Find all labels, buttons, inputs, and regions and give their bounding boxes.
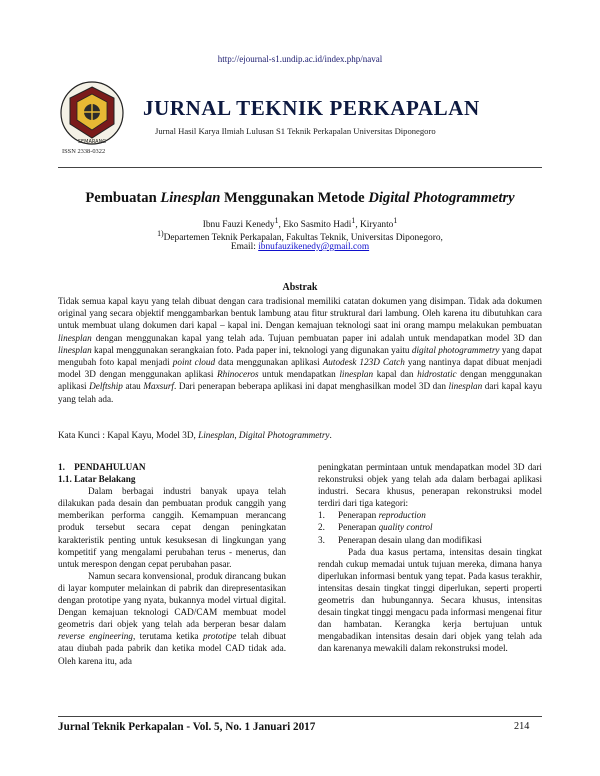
abstract-heading: Abstrak xyxy=(282,282,318,293)
journal-url[interactable]: http://ejournal-s1.undip.ac.id/index.php/naval xyxy=(217,54,383,64)
footer-divider xyxy=(58,716,542,717)
right-column xyxy=(318,461,542,655)
page-number: 214 xyxy=(514,721,530,732)
abstract-body: Tidak semua kapal kayu yang telah dibuat dengan cara tradisional memiliki catatan dokumen yang disimpan. Tidak ada dokumen original yang secara objektif menggambarkan bentuk lambung atau fitur struktural dari lambung. Oleh karena itu dibutuhkan cara untuk membuat ulang dokumen dari kapal – kapal ini. Dengan kemajuan teknologi saat ini orang mampu melakukan pembuatan linesplan dengan menggunakan kapal yang telah ada. Tujuan pembuatan paper ini adalah untuk mendapatkan model 3D dan linesplan kapal menggunakan serangkaian foto. Pada paper ini, teknologi yang digunakan yaitu digital photogrammetry yang dapat mengubah foto kapal menjadi point cloud data menggunakan aplikasi Autodesk 123D Catch yang nantinya dapat dibuat menjadi model 3D dengan menggunakan aplikasi Rhinoceros untuk mendapatkan linesplan kapal dan hidrostatic dengan menggunakan aplikasi Delftship atau Maxsurf. Dari penerapan beberapa aplikasi ini dapat menghasilkan model 3D dan linesplan dari kapal kayu yang telah ada. xyxy=(58,296,543,404)
journal-title: JURNAL TEKNIK PERKAPALAN xyxy=(143,96,480,120)
university-logo xyxy=(58,80,126,146)
affiliation: $^{1)}$Departemen Teknik Perkapalan, Fakultas Teknik, Universitas Diponegoro, xyxy=(157,229,443,244)
email-line: Email: ibnufauzikenedy@gmail.com xyxy=(230,242,370,252)
body-paragraph: Dalam berbagai industri banyak upaya telah dilakukan pada desain dan pembuatan produk canggih yang memberikan performa canggih. Kemampuan merancang produk tersebut secara cepat dengan peningkatan karakteristik penting untuk kesuksesan di lingkungan yang kompetitif yang mengalami perubahan terus - menerus, dan untuk merespon dengan cepat perubahan pasar. xyxy=(58,486,286,569)
paper-title: Pembuatan Linesplan Menggunakan Metode Digital Photogrammetry xyxy=(85,190,515,206)
subsection-heading: 1.1. Latar Belakang xyxy=(58,474,136,485)
keywords: Kata Kunci : Kapal Kayu, Model 3D, Linesplan, Digital Photogrammetry. xyxy=(58,430,332,440)
journal-subtitle: Jurnal Hasil Karya Ilmiah Lulusan S1 Teknik Perkapalan Universitas Diponegoro xyxy=(155,126,436,136)
body-paragraph: peningkatan permintaan untuk mendapatkan model 3D dari rekonstruksi objek yang telah ada dalam berbagai aplikasi industri. Secara khusus, penerapan rekonstruksi model terdiri dari tiga kategori: xyxy=(318,462,542,509)
left-column xyxy=(58,461,286,667)
email-link[interactable]: ibnufauzikenedy@gmail.com xyxy=(258,242,370,252)
list-item: 1. Penerapan reproduction xyxy=(318,510,426,521)
issn: ISSN 2338-0322 xyxy=(62,148,106,155)
logo-text: SEMARANG xyxy=(77,139,107,145)
author-list: Ibnu Fauzi Kenedy$^1$, Eko Sasmito Hadi$^1$, Kiryanto$^1$ xyxy=(202,216,398,231)
list-item: 2. Penerapan quality control xyxy=(318,522,433,533)
body-paragraph: Pada dua kasus pertama, intensitas desain tingkat rendah cukup memadai untuk tujuan mereka, dimana hanya diperlukan informasi bentuk yang tepat. Pada kasus terakhir, intensitas desain tingkat tinggi diperlukan, seperti properti geometris dan hubungannya. Secara khusus, intensitas desain tingkat tinggi mengacu pada informasi mengenai fitur dan hambatan. Kerangka kerja bertujuan untuk mengabadikan intensitas desain dari objek yang telah ada dan karenanya mewakili dalam rekonstruksi model. xyxy=(318,546,542,654)
section-heading: 1. PENDAHULUAN xyxy=(58,462,146,472)
body-paragraph: Namun secara konvensional, produk dirancang bukan di layar komputer melainkan di pabrik dan direpresentasikan dengan prototipe yang nyata, bukannya model virtual digital. Dengan kemajuan teknologi CAD/CAM membuat model geometris dari objek yang telah ada berperan besar dalam reverse engineering, terutama ketika prototipe telah dibuat atau diubah pada pabrik dan ketika model CAD tidak ada. Oleh karena itu, ada xyxy=(58,570,286,666)
footer-journal: Jurnal Teknik Perkapalan - Vol. 5, No. 1 Januari 2017 xyxy=(58,721,316,733)
list-item: 3. Penerapan desain ulang dan modifikasi xyxy=(318,534,482,545)
header-divider xyxy=(58,167,542,168)
